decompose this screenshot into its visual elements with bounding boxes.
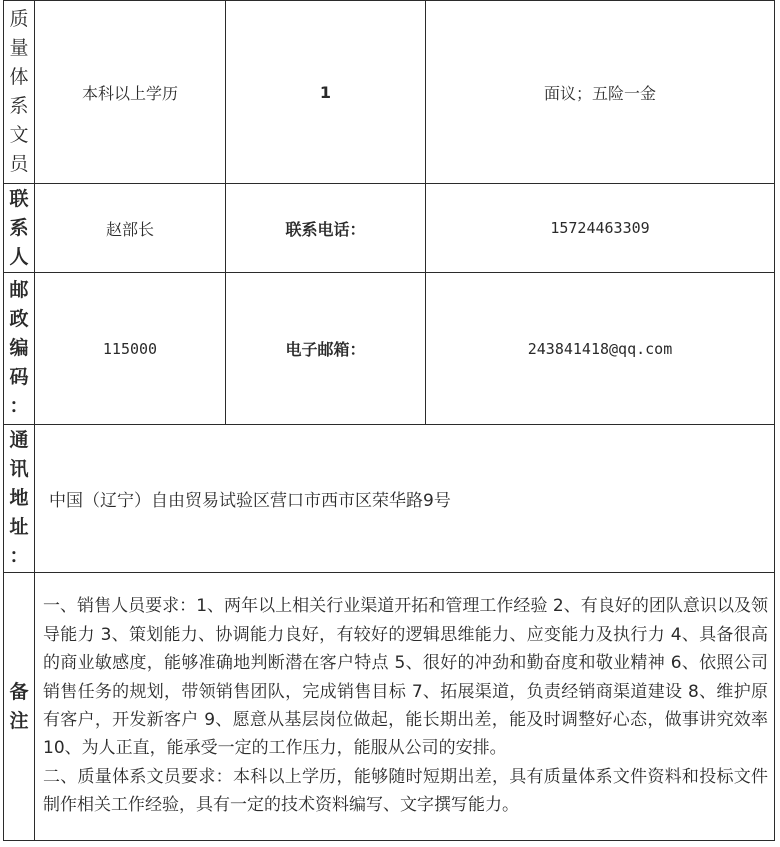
recruitment-table xyxy=(3,0,775,841)
headcount: 1 xyxy=(226,1,426,184)
phone-label: 联系电话： xyxy=(226,184,426,273)
remarks-row xyxy=(4,573,775,841)
salary-benefits: 面议；五险一金 xyxy=(426,1,775,184)
contact-person-label: 联 系 人 xyxy=(4,184,35,273)
position-label: 质 量 体 系 文 员 xyxy=(4,1,35,184)
email-label: 电子邮箱： xyxy=(226,273,426,425)
remarks-label: 备 注 xyxy=(4,573,35,841)
sales-requirements: 一、销售人员要求：1、两年以上相关行业渠道开拓和管理工作经验 2、有良好的团队意识以及领导能力 3、策划能力、协调能力良好，有较好的逻辑思维能力、应变能力及执行力 4、具备很高的商业敏感度，能够准确地判断潜在客户特点 5、很好的冲劲和勤奋度和敬业精神 6、依照公司销售任务的规划，带领销售团队，完成销售目标 7、拓展渠道，负责经销商渠道建设 8、维护原有客户，开发新客户 9、愿意从基层岗位做起，能长期出差，能及时调整好心态，做事讲究效率 10、为人正直，能承受一定的工作压力，能服从公司的安排。 xyxy=(43,596,768,759)
phone-number: 15724463309 xyxy=(426,184,775,273)
mailing-address: 中国（辽宁）自由贸易试验区营口市西市区荣华路9号 xyxy=(35,425,775,573)
position-row xyxy=(4,1,775,184)
clerk-requirements: 二、质量体系文员要求：本科以上学历，能够随时短期出差，具有质量体系文件资料和投标文件制作相关工作经验，具有一定的技术资料编写、文字撰写能力。 xyxy=(43,766,768,816)
postal-code-label: 邮 政 编 码 ： xyxy=(4,273,35,425)
postal-row xyxy=(4,273,775,425)
postal-code: 115000 xyxy=(35,273,226,425)
email-address: 243841418@qq.com xyxy=(426,273,775,425)
address-label: 通 讯 地 址 ： xyxy=(4,425,35,573)
contact-name: 赵部长 xyxy=(35,184,226,273)
remarks-content xyxy=(35,573,775,841)
contact-row xyxy=(4,184,775,273)
education-requirement: 本科以上学历 xyxy=(35,1,226,184)
address-row xyxy=(4,425,775,573)
